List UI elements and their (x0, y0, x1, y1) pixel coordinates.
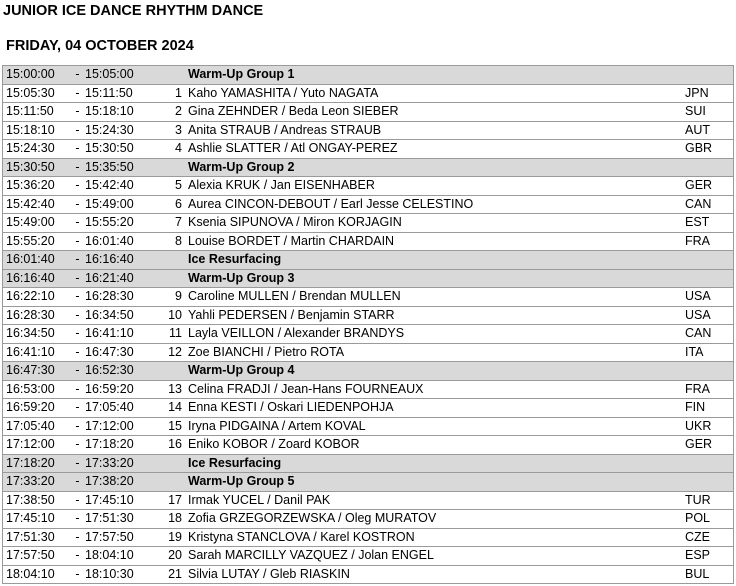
start-number: 15 (147, 417, 188, 436)
schedule-break-row (3, 269, 734, 288)
time-separator: - (70, 473, 85, 492)
schedule-entry-row (3, 528, 734, 547)
nation-code (685, 66, 734, 85)
time-separator: - (70, 528, 85, 547)
end-time: 16:34:50 (85, 306, 147, 325)
end-time: 16:01:40 (85, 232, 147, 251)
time-separator: - (70, 66, 85, 85)
row-label: Enna KESTI / Oskari LIEDENPOHJA (188, 399, 685, 418)
schedule-entry-row (3, 436, 734, 455)
end-time: 15:30:50 (85, 140, 147, 159)
nation-code: TUR (685, 491, 734, 510)
start-time: 15:30:50 (3, 158, 71, 177)
row-label: Louise BORDET / Martin CHARDAIN (188, 232, 685, 251)
row-label: Warm-Up Group 1 (188, 66, 685, 85)
start-time: 16:47:30 (3, 362, 71, 381)
end-time: 15:42:40 (85, 177, 147, 196)
row-label: Warm-Up Group 2 (188, 158, 685, 177)
end-time: 16:21:40 (85, 269, 147, 288)
schedule-break-row (3, 251, 734, 270)
schedule-entry-row (3, 103, 734, 122)
schedule-entry-row (3, 491, 734, 510)
start-time: 15:42:40 (3, 195, 71, 214)
schedule-table (2, 65, 734, 584)
start-time: 15:11:50 (3, 103, 71, 122)
time-separator: - (70, 491, 85, 510)
schedule-entry-row (3, 306, 734, 325)
end-time: 15:18:10 (85, 103, 147, 122)
schedule-break-row (3, 66, 734, 85)
end-time: 15:11:50 (85, 84, 147, 103)
end-time: 18:10:30 (85, 565, 147, 584)
schedule-entry-row (3, 214, 734, 233)
schedule-entry-row (3, 140, 734, 159)
schedule-break-row (3, 454, 734, 473)
row-label: Silvia LUTAY / Gleb RIASKIN (188, 565, 685, 584)
schedule-entry-row (3, 343, 734, 362)
start-time: 17:38:50 (3, 491, 71, 510)
schedule-entry-row (3, 417, 734, 436)
end-time: 16:41:10 (85, 325, 147, 344)
row-label: Ksenia SIPUNOVA / Miron KORJAGIN (188, 214, 685, 233)
row-label: Anita STRAUB / Andreas STRAUB (188, 121, 685, 140)
row-label: Gina ZEHNDER / Beda Leon SIEBER (188, 103, 685, 122)
schedule-break-row (3, 362, 734, 381)
start-time: 16:34:50 (3, 325, 71, 344)
start-time: 16:22:10 (3, 288, 71, 307)
schedule-break-row (3, 473, 734, 492)
nation-code: FIN (685, 399, 734, 418)
row-label: Alexia KRUK / Jan EISENHABER (188, 177, 685, 196)
time-separator: - (70, 454, 85, 473)
nation-code (685, 251, 734, 270)
row-label: Sarah MARCILLY VAZQUEZ / Jolan ENGEL (188, 547, 685, 566)
row-label: Ashlie SLATTER / Atl ONGAY-PEREZ (188, 140, 685, 159)
nation-code: FRA (685, 380, 734, 399)
row-label: Celina FRADJI / Jean-Hans FOURNEAUX (188, 380, 685, 399)
end-time: 17:05:40 (85, 399, 147, 418)
start-number (147, 251, 188, 270)
time-separator: - (70, 362, 85, 381)
start-number: 21 (147, 565, 188, 584)
schedule-break-row (3, 158, 734, 177)
time-separator: - (70, 380, 85, 399)
nation-code: POL (685, 510, 734, 529)
end-time: 15:24:30 (85, 121, 147, 140)
start-number: 1 (147, 84, 188, 103)
schedule-entry-row (3, 510, 734, 529)
nation-code: EST (685, 214, 734, 233)
end-time: 16:52:30 (85, 362, 147, 381)
start-number (147, 362, 188, 381)
time-separator: - (70, 177, 85, 196)
start-number: 4 (147, 140, 188, 159)
row-label: Eniko KOBOR / Zoard KOBOR (188, 436, 685, 455)
time-separator: - (70, 121, 85, 140)
row-label: Warm-Up Group 3 (188, 269, 685, 288)
start-time: 15:00:00 (3, 66, 71, 85)
time-separator: - (70, 306, 85, 325)
schedule-body (3, 66, 734, 584)
start-number: 18 (147, 510, 188, 529)
row-label: Layla VEILLON / Alexander BRANDYS (188, 325, 685, 344)
start-time: 17:51:30 (3, 528, 71, 547)
time-separator: - (70, 158, 85, 177)
start-number: 20 (147, 547, 188, 566)
row-label: Caroline MULLEN / Brendan MULLEN (188, 288, 685, 307)
schedule-entry-row (3, 177, 734, 196)
start-number: 3 (147, 121, 188, 140)
start-number: 6 (147, 195, 188, 214)
time-separator: - (70, 547, 85, 566)
end-time: 15:49:00 (85, 195, 147, 214)
nation-code: FRA (685, 232, 734, 251)
start-time: 16:41:10 (3, 343, 71, 362)
time-separator: - (70, 343, 85, 362)
row-label: Warm-Up Group 5 (188, 473, 685, 492)
schedule-entry-row (3, 399, 734, 418)
end-time: 17:57:50 (85, 528, 147, 547)
nation-code: GER (685, 177, 734, 196)
nation-code: SUI (685, 103, 734, 122)
start-time: 17:12:00 (3, 436, 71, 455)
event-date: FRIDAY, 04 OCTOBER 2024 (6, 38, 194, 54)
start-time: 15:24:30 (3, 140, 71, 159)
start-time: 15:05:30 (3, 84, 71, 103)
time-separator: - (70, 565, 85, 584)
start-time: 15:49:00 (3, 214, 71, 233)
time-separator: - (70, 214, 85, 233)
start-time: 18:04:10 (3, 565, 71, 584)
end-time: 16:47:30 (85, 343, 147, 362)
start-time: 17:33:20 (3, 473, 71, 492)
nation-code: ITA (685, 343, 734, 362)
schedule-entry-row (3, 232, 734, 251)
end-time: 18:04:10 (85, 547, 147, 566)
nation-code: GER (685, 436, 734, 455)
start-time: 16:59:20 (3, 399, 71, 418)
nation-code (685, 158, 734, 177)
row-label: Warm-Up Group 4 (188, 362, 685, 381)
end-time: 15:05:00 (85, 66, 147, 85)
end-time: 17:18:20 (85, 436, 147, 455)
start-time: 15:18:10 (3, 121, 71, 140)
end-time: 17:51:30 (85, 510, 147, 529)
nation-code: BUL (685, 565, 734, 584)
nation-code: CAN (685, 325, 734, 344)
time-separator: - (70, 325, 85, 344)
nation-code (685, 362, 734, 381)
nation-code (685, 473, 734, 492)
end-time: 17:33:20 (85, 454, 147, 473)
row-label: Ice Resurfacing (188, 454, 685, 473)
start-number (147, 454, 188, 473)
start-time: 17:05:40 (3, 417, 71, 436)
schedule-entry-row (3, 84, 734, 103)
start-number: 5 (147, 177, 188, 196)
start-number: 9 (147, 288, 188, 307)
start-number: 8 (147, 232, 188, 251)
end-time: 16:59:20 (85, 380, 147, 399)
nation-code: USA (685, 288, 734, 307)
row-label: Aurea CINCON-DEBOUT / Earl Jesse CELESTINO (188, 195, 685, 214)
start-time: 17:57:50 (3, 547, 71, 566)
nation-code: USA (685, 306, 734, 325)
start-time: 16:16:40 (3, 269, 71, 288)
end-time: 17:12:00 (85, 417, 147, 436)
start-number (147, 66, 188, 85)
schedule-entry-row (3, 380, 734, 399)
nation-code (685, 269, 734, 288)
nation-code: AUT (685, 121, 734, 140)
schedule-entry-row (3, 547, 734, 566)
row-label: Zofia GRZEGORZEWSKA / Oleg MURATOV (188, 510, 685, 529)
time-separator: - (70, 195, 85, 214)
end-time: 15:55:20 (85, 214, 147, 233)
time-separator: - (70, 103, 85, 122)
start-time: 16:28:30 (3, 306, 71, 325)
schedule-entry-row (3, 565, 734, 584)
row-label: Ice Resurfacing (188, 251, 685, 270)
nation-code: GBR (685, 140, 734, 159)
start-number: 16 (147, 436, 188, 455)
end-time: 17:38:20 (85, 473, 147, 492)
start-number (147, 269, 188, 288)
nation-code (685, 454, 734, 473)
time-separator: - (70, 84, 85, 103)
event-title: JUNIOR ICE DANCE RHYTHM DANCE (3, 3, 264, 19)
start-number: 2 (147, 103, 188, 122)
time-separator: - (70, 288, 85, 307)
end-time: 15:35:50 (85, 158, 147, 177)
start-number: 17 (147, 491, 188, 510)
start-time: 17:18:20 (3, 454, 71, 473)
row-label: Kaho YAMASHITA / Yuto NAGATA (188, 84, 685, 103)
time-separator: - (70, 436, 85, 455)
start-number: 13 (147, 380, 188, 399)
time-separator: - (70, 140, 85, 159)
start-number: 12 (147, 343, 188, 362)
start-time: 15:55:20 (3, 232, 71, 251)
start-number: 10 (147, 306, 188, 325)
start-number: 19 (147, 528, 188, 547)
time-separator: - (70, 251, 85, 270)
schedule-entry-row (3, 121, 734, 140)
schedule-entry-row (3, 195, 734, 214)
end-time: 16:28:30 (85, 288, 147, 307)
start-number (147, 473, 188, 492)
time-separator: - (70, 269, 85, 288)
start-number: 7 (147, 214, 188, 233)
start-time: 16:01:40 (3, 251, 71, 270)
time-separator: - (70, 417, 85, 436)
row-label: Irmak YUCEL / Danil PAK (188, 491, 685, 510)
nation-code: CZE (685, 528, 734, 547)
nation-code: UKR (685, 417, 734, 436)
row-label: Yahli PEDERSEN / Benjamin STARR (188, 306, 685, 325)
schedule-entry-row (3, 288, 734, 307)
start-number: 14 (147, 399, 188, 418)
time-separator: - (70, 510, 85, 529)
row-label: Kristyna STANCLOVA / Karel KOSTRON (188, 528, 685, 547)
nation-code: CAN (685, 195, 734, 214)
row-label: Iryna PIDGAINA / Artem KOVAL (188, 417, 685, 436)
start-number (147, 158, 188, 177)
end-time: 16:16:40 (85, 251, 147, 270)
nation-code: ESP (685, 547, 734, 566)
nation-code: JPN (685, 84, 734, 103)
end-time: 17:45:10 (85, 491, 147, 510)
start-time: 15:36:20 (3, 177, 71, 196)
schedule-entry-row (3, 325, 734, 344)
start-number: 11 (147, 325, 188, 344)
time-separator: - (70, 232, 85, 251)
start-time: 17:45:10 (3, 510, 71, 529)
row-label: Zoe BIANCHI / Pietro ROTA (188, 343, 685, 362)
time-separator: - (70, 399, 85, 418)
start-time: 16:53:00 (3, 380, 71, 399)
